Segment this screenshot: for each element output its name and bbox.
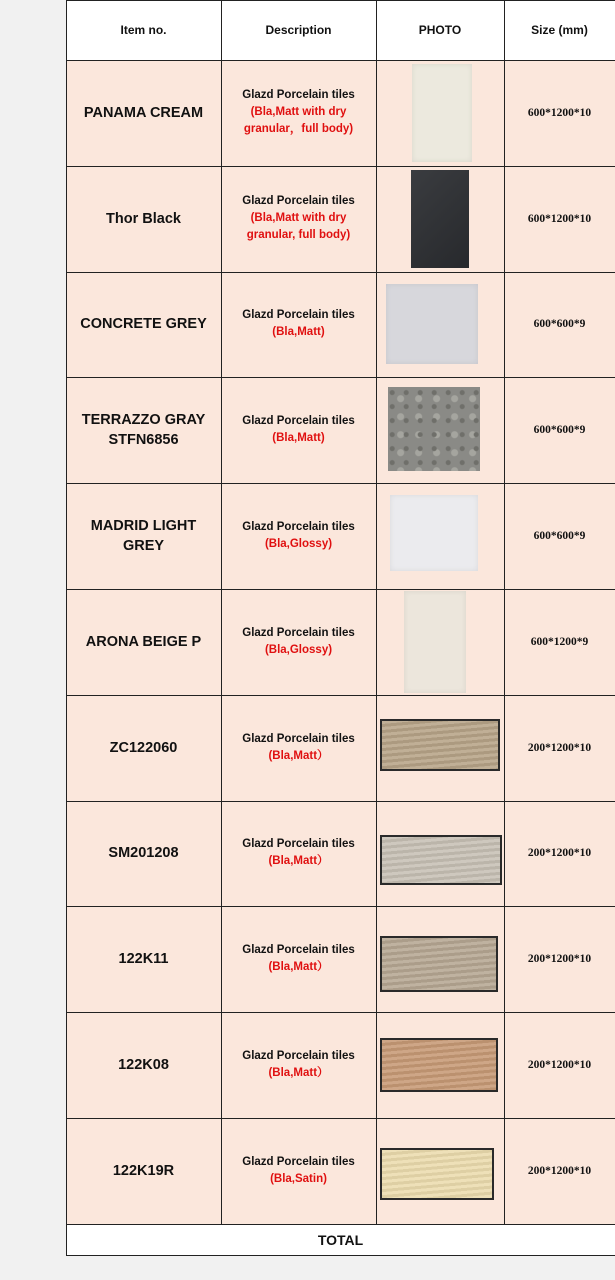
- description-note: (Bla,Glossy): [264, 538, 333, 551]
- tile-photo: [380, 835, 502, 885]
- description-main: Glazd Porcelain tiles: [242, 732, 355, 745]
- tile-photo: [380, 1148, 494, 1200]
- item-number: MADRID LIGHT GREY: [90, 518, 197, 555]
- row-divider: [66, 272, 615, 273]
- row-divider: [66, 1255, 615, 1256]
- description-cell: [221, 1118, 376, 1224]
- description-note: (Bla,Satin): [270, 1172, 327, 1185]
- description-cell: [221, 60, 376, 166]
- total-label: TOTAL: [317, 1232, 364, 1248]
- tile-size: 600*1200*10: [527, 212, 592, 225]
- description-cell: [221, 801, 376, 907]
- row-divider: [66, 60, 615, 61]
- tile-size: 600*600*9: [533, 424, 586, 437]
- row-divider: [66, 906, 615, 907]
- item-number: ZC122060: [109, 739, 178, 756]
- row-divider: [66, 483, 615, 484]
- tile-photo: [412, 64, 472, 162]
- row-divider: [66, 0, 615, 1]
- row-divider: [66, 589, 615, 590]
- column-divider: [221, 0, 222, 1224]
- description-cell: [221, 906, 376, 1012]
- tile-photo: [390, 495, 478, 571]
- tile-size: 200*1200*10: [527, 1059, 592, 1072]
- description-main: Glazd Porcelain tiles: [242, 309, 355, 322]
- tile-photo: [411, 170, 469, 268]
- description-main: Glazd Porcelain tiles: [242, 944, 355, 957]
- description-note: (Bla,Matt）: [268, 961, 329, 974]
- product-table: [66, 0, 615, 1256]
- description-cell: [221, 272, 376, 378]
- tile-size: 600*1200*10: [527, 106, 592, 119]
- description-note: (Bla,Glossy): [264, 643, 333, 656]
- header-photo: PHOTO: [418, 23, 462, 37]
- column-divider: [376, 0, 377, 1224]
- tile-size: 200*1200*10: [527, 847, 592, 860]
- item-number: ARONA BEIGE P: [85, 633, 202, 650]
- description-note: (Bla,Matt）: [268, 1067, 329, 1080]
- description-cell: [221, 589, 376, 695]
- description-main: Glazd Porcelain tiles: [242, 626, 355, 639]
- column-divider: [504, 0, 505, 1224]
- row-divider: [66, 1224, 615, 1225]
- tile-size: 200*1200*10: [527, 741, 592, 754]
- tile-photo: [380, 936, 498, 992]
- description-cell: [221, 377, 376, 483]
- tile-size: 200*1200*10: [527, 1164, 592, 1177]
- column-divider: [66, 0, 67, 1256]
- header-item-no: Item no.: [120, 23, 167, 37]
- tile-photo: [380, 1038, 498, 1092]
- tile-photo: [404, 591, 466, 693]
- tile-photo: [380, 719, 500, 771]
- tile-size: 600*600*9: [533, 318, 586, 331]
- description-main: Glazd Porcelain tiles: [242, 521, 355, 534]
- header-size: Size (mm): [531, 23, 588, 37]
- description-cell: [221, 1012, 376, 1118]
- row-divider: [66, 695, 615, 696]
- description-cell: [221, 483, 376, 589]
- row-divider: [66, 801, 615, 802]
- row-divider: [66, 1012, 615, 1013]
- tile-photo: [388, 387, 480, 471]
- description-main: Glazd Porcelain tiles: [242, 89, 355, 102]
- tile-size: 600*1200*9: [530, 635, 589, 648]
- item-number: Thor Black: [106, 210, 181, 227]
- description-note: (Bla,Matt）: [268, 749, 329, 762]
- description-note: (Bla,Matt): [272, 326, 325, 339]
- item-number: SM201208: [108, 845, 179, 862]
- row-divider: [66, 166, 615, 167]
- row-divider: [66, 1118, 615, 1119]
- description-main: Glazd Porcelain tiles: [242, 195, 355, 208]
- tile-photo: [386, 284, 478, 364]
- item-number: PANAMA CREAM: [83, 104, 204, 121]
- description-note: (Bla,Matt）: [268, 855, 329, 868]
- description-main: Glazd Porcelain tiles: [242, 1050, 355, 1063]
- item-number: 122K19R: [112, 1162, 175, 1179]
- item-number: 122K08: [118, 1057, 169, 1074]
- description-main: Glazd Porcelain tiles: [242, 838, 355, 851]
- description-note: (Bla,Matt with dry granular, full body): [246, 212, 351, 242]
- row-divider: [66, 377, 615, 378]
- tile-size: 200*1200*10: [527, 953, 592, 966]
- description-note: (Bla,Matt with dry granular，full body): [243, 106, 354, 136]
- item-number: TERRAZZO GRAY STFN6856: [81, 412, 206, 449]
- description-note: (Bla,Matt): [272, 432, 325, 445]
- tile-size: 600*600*9: [533, 530, 586, 543]
- item-number: CONCRETE GREY: [80, 316, 207, 333]
- description-main: Glazd Porcelain tiles: [242, 415, 355, 428]
- header-description: Description: [265, 23, 332, 37]
- description-cell: [221, 166, 376, 272]
- description-cell: [221, 695, 376, 801]
- item-number: 122K11: [118, 951, 169, 968]
- description-main: Glazd Porcelain tiles: [242, 1155, 355, 1168]
